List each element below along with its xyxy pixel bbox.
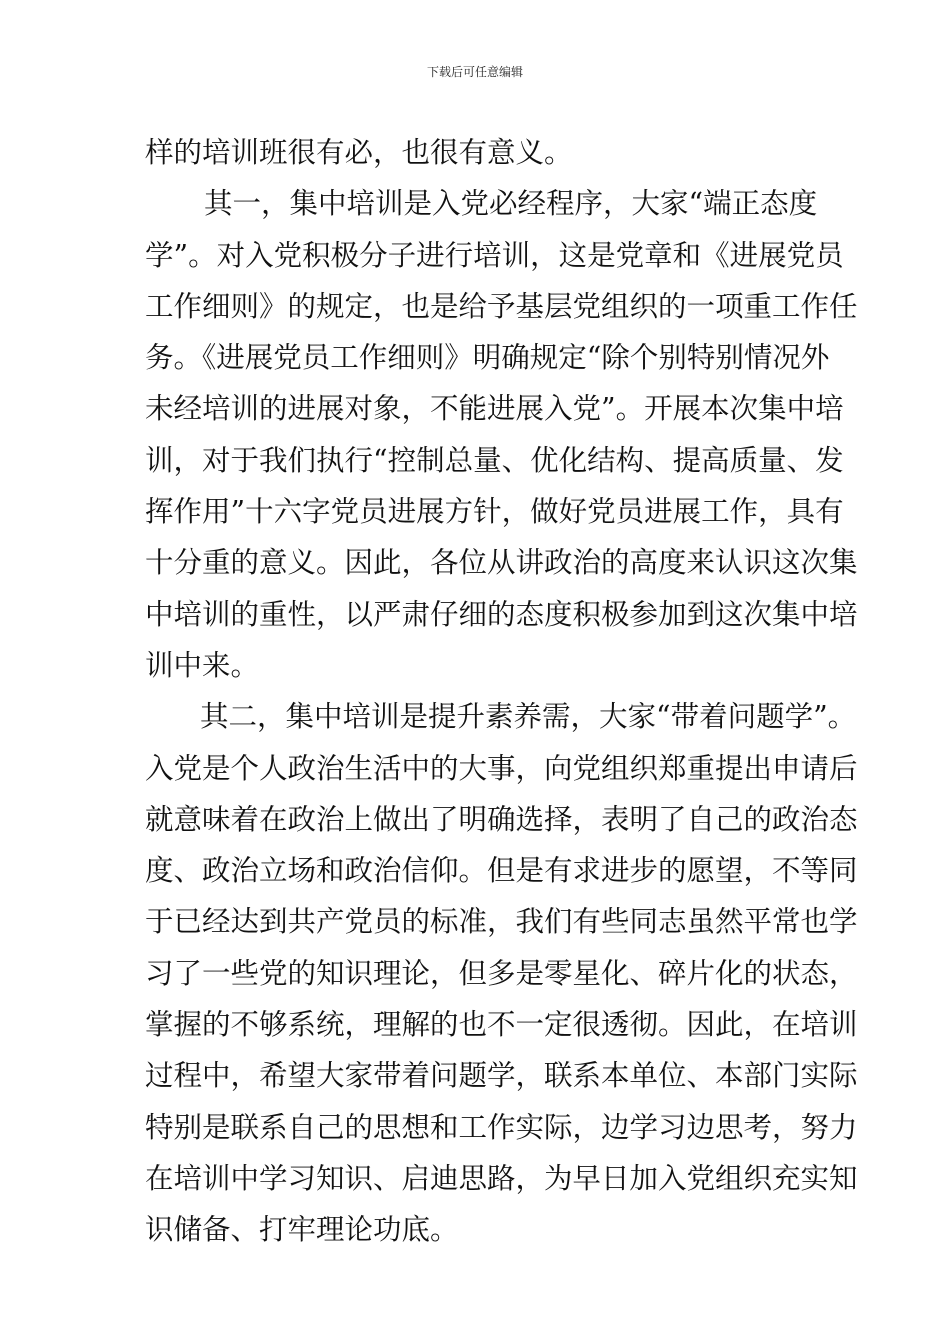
text-line: 过程中，希望大家带着问题学，联系本单位、本部门实际 xyxy=(145,1059,858,1093)
text-line: 务。《进展党员工作细则》明确规定“除个别特别情况外 xyxy=(145,341,830,375)
text-line: 习了一些党的知识理论，但多是零星化、碎片化的状态， xyxy=(145,956,858,990)
text-line: 就意味着在政治上做出了明确选择，表明了自己的政治态 xyxy=(145,802,858,836)
text-line: 度、政治立场和政治信仰。但是有求进步的愿望，不等同 xyxy=(145,854,858,888)
text-line: 十分重的意义。因此，各位从讲政治的高度来认识这次集 xyxy=(145,546,858,580)
paragraph-start-line: 其二，集中培训是提升素养需，大家“带着问题学”。 xyxy=(200,700,857,734)
text-line: 入党是个人政治生活中的大事，向党组织郑重提出申请后 xyxy=(145,751,858,785)
text-line: 未经培训的进展对象，不能进展入党”。开展本次集中培 xyxy=(145,392,844,426)
text-line: 中培训的重性，以严肃仔细的态度积极参加到这次集中培 xyxy=(145,597,858,631)
text-line: 工作细则》的规定，也是给予基层党组织的一项重工作任 xyxy=(145,289,858,323)
text-line: 掌握的不够系统，理解的也不一定很透彻。因此，在培训 xyxy=(145,1008,858,1042)
document-body xyxy=(145,127,858,1256)
text-line: 在培训中学习知识、启迪思路，为早日加入党组织充实知 xyxy=(145,1161,858,1195)
text-line: 学”。对入党积极分子进行培训，这是党章和《进展党员 xyxy=(145,238,844,272)
text-line: 于已经达到共产党员的标准，我们有些同志虽然平常也学 xyxy=(145,905,858,939)
text-line: 样的培训班很有必，也很有意义。 xyxy=(145,136,573,169)
text-line: 特别是联系自己的思想和工作实际，边学习边思考，努力 xyxy=(145,1110,858,1144)
text-line: 识储备、打牢理论功底。 xyxy=(145,1213,459,1247)
text-line: 训，对于我们执行“控制总量、优化结构、提高质量、发 xyxy=(145,443,844,477)
text-line: 训中来。 xyxy=(145,648,260,682)
text-line: 挥作用”十六字党员进展方针，做好党员进展工作，具有 xyxy=(145,495,844,529)
page-header: 下载后可任意编辑 xyxy=(426,65,523,79)
paragraph-start-line: 其一，集中培训是入党必经程序，大家“端正态度 xyxy=(204,187,818,221)
